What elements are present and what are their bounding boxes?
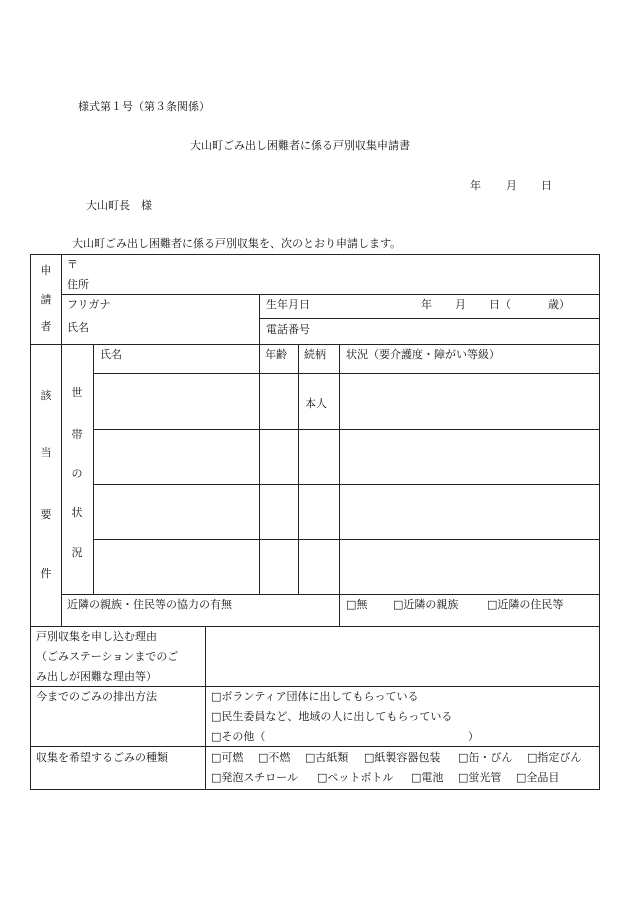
household-label-char: 帯 [71,428,83,441]
line [93,539,600,540]
applicant-divider [61,254,62,344]
line [30,746,600,747]
birth-year: 年 [421,298,432,311]
requirements-label-char: 当 [40,446,52,459]
line [259,344,260,594]
line [93,373,600,374]
furigana-label[interactable]: フリガナ [67,298,111,311]
line [30,686,600,687]
col-header-status: 状況（要介護度・障がい等級） [346,348,500,361]
line [339,344,340,626]
date-day: 日 [541,179,552,192]
household-label-char: 状 [71,506,83,519]
table-top-border [30,254,600,255]
name-label[interactable]: 氏名 [67,321,89,334]
birth-day: 日（ [489,298,511,311]
garbage-option[interactable]: □発泡スチロール [211,771,298,784]
garbage-option[interactable]: □電池 [411,771,444,784]
disposal-method-label: 今までのごみの排出方法 [36,690,157,703]
addressee: 大山町長 様 [86,199,152,212]
form-number: 様式第１号（第３条関係） [78,100,210,113]
garbage-option[interactable]: □缶・びん [458,751,513,764]
table-bottom-border [30,789,600,790]
applicant-label-char: 者 [40,320,52,333]
line [205,626,206,789]
garbage-types-label: 収集を希望するごみの種類 [36,751,168,764]
birth-month: 月 [455,298,466,311]
household-row-relation: 本人 [305,397,327,410]
garbage-option[interactable]: □古紙類 [305,751,349,764]
applicant-label-char: 申 [40,264,52,277]
col-header-age: 年齢 [265,348,287,361]
line [30,344,600,345]
line [259,318,600,319]
reason-label-line: 戸別収集を申し込む理由 [36,630,157,643]
household-label-char: 世 [71,386,83,399]
requirements-label-char: 該 [40,389,52,402]
cooperation-option-none[interactable]: □無 [346,598,368,611]
garbage-option[interactable]: □可燃 [211,751,244,764]
line [93,484,600,485]
date-month: 月 [506,179,517,192]
garbage-option[interactable]: □指定びん [527,751,582,764]
requirements-label-char: 要 [40,508,52,521]
line [93,429,600,430]
disposal-other-close: ） [468,730,479,743]
garbage-option[interactable]: □全品目 [516,771,560,784]
line [93,344,94,594]
postal-mark: 〒 [67,258,78,271]
garbage-option[interactable]: □不燃 [258,751,291,764]
applicant-label-char: 請 [40,293,52,306]
garbage-option[interactable]: □蛍光管 [458,771,502,784]
address-label[interactable]: 住所 [67,278,89,291]
line [298,344,299,594]
age-unit: 歳） [548,298,570,311]
household-label-char: の [71,467,83,480]
cooperation-option-relatives[interactable]: □近隣の親族 [393,598,459,611]
line [61,294,600,295]
birthdate-label[interactable]: 生年月日 [266,298,310,311]
requirements-label-char: 件 [40,567,52,580]
disposal-option-other[interactable]: □その他（ [211,730,266,743]
line [259,294,260,344]
cooperation-label: 近隣の親族・住民等の協力の有無 [67,598,232,611]
date-year: 年 [470,179,481,192]
cooperation-option-residents[interactable]: □近隣の住民等 [487,598,564,611]
reason-label-line: み出しが困難な理由等） [36,670,157,683]
col-header-name: 氏名 [100,348,122,361]
phone-label[interactable]: 電話番号 [266,323,310,336]
table-right-border [599,254,600,789]
col-header-relation: 続柄 [304,348,326,361]
garbage-option[interactable]: □紙製容器包装 [364,751,441,764]
table-left-border [30,254,31,789]
disposal-option-volunteer[interactable]: □ボランティア団体に出してもらっている [211,690,419,703]
intro-text: 大山町ごみ出し困難者に係る戸別収集を、次のとおり申請します。 [72,237,402,250]
garbage-option[interactable]: □ペットボトル [317,771,394,784]
reason-label-line: （ごみステーションまでのご [36,650,179,663]
household-label-char: 況 [71,546,83,559]
form-title: 大山町ごみ出し困難者に係る戸別収集申請書 [190,139,410,152]
disposal-option-welfare[interactable]: □民生委員など、地域の人に出してもらっている [211,710,453,723]
line [61,594,600,595]
line [61,344,62,626]
line [30,626,600,627]
